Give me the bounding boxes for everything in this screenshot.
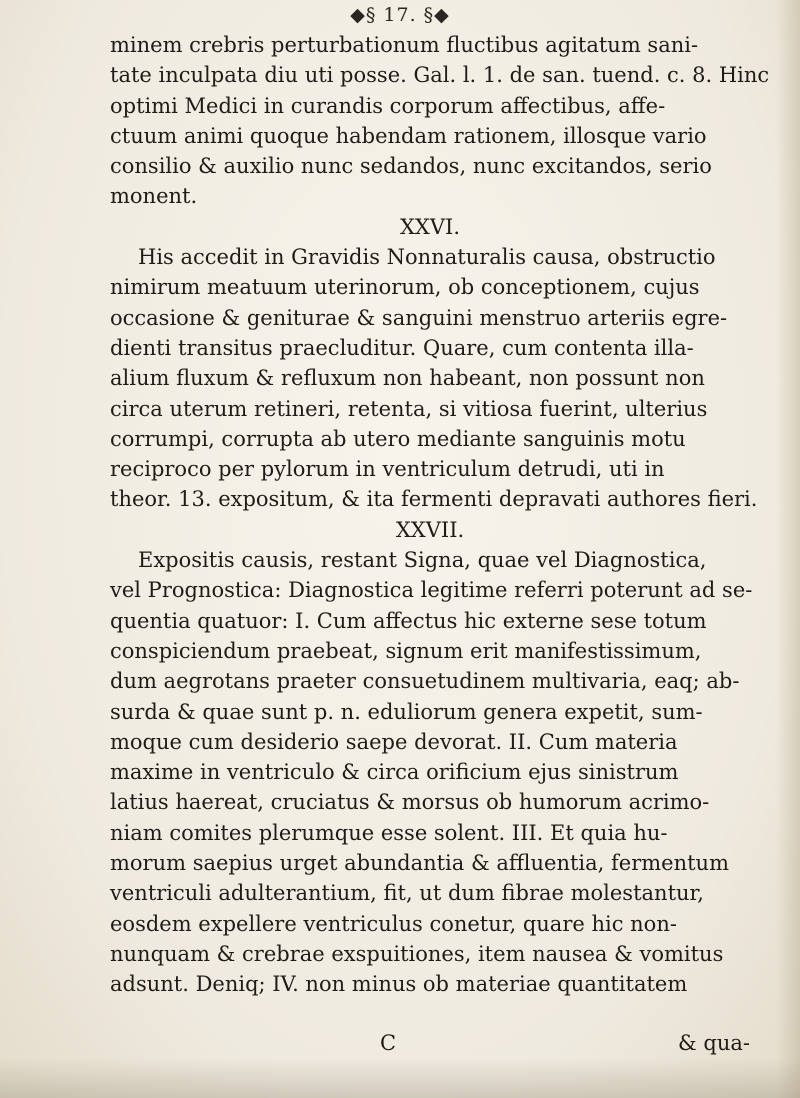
text-line: tate inculpata diu uti posse. Gal. l. 1. de san. tuend. c. 8. Hinc — [110, 63, 770, 88]
page-edge-shadow — [776, 0, 800, 1098]
text-line: theor. 13. expositum, & ita fermenti depravati authores fieri. — [110, 487, 758, 512]
page-header: ◆§ 17. §◆ — [350, 4, 450, 26]
text-line: maxime in ventriculo & circa orificium ejus sinistrum — [110, 760, 679, 785]
text-line: minem crebris perturbationum fluctibus agitatum sani- — [110, 33, 699, 57]
section-number: XXVII. — [395, 517, 465, 542]
text-line: optimi Medici in curandis corporum affectibus, affe- — [110, 93, 666, 118]
text-line: corrumpi, corrupta ab utero mediante sanguinis motu — [110, 426, 686, 451]
text-line: alium fluxum & refluxum non habeant, non possunt non — [110, 366, 705, 391]
text-line: ctuum animi quoque habendam rationem, illosque vario — [110, 123, 707, 148]
text-line: nimirum meatuum uterinorum, ob conceptionem, cujus — [110, 275, 700, 300]
text-line: His accedit in Gravidis Nonnaturalis causa, obstructio — [138, 245, 716, 270]
text-line: Expositis causis, restant Signa, quae vel Diagnostica, — [138, 548, 707, 573]
text-line: monent. — [110, 184, 198, 209]
page-bottom-shadow — [0, 1058, 800, 1098]
signature-mark: C — [380, 1031, 397, 1055]
text-line: nunquam & crebrae exspuitiones, item nausea & vomitus — [110, 941, 724, 966]
text-line: occasione & geniturae & sanguini menstruo arteriis egre- — [110, 305, 728, 330]
text-line: vel Prognostica: Diagnostica legitime referri poterunt ad se- — [110, 578, 753, 603]
text-line: circa uterum retineri, retenta, si vitiosa fuerint, ulterius — [110, 396, 708, 421]
text-line: moque cum desiderio saepe devorat. II. Cum materia — [110, 729, 678, 754]
text-line: morum saepius urget abundantia & affluentia, fermentum — [110, 851, 729, 876]
text-line: conspiciendum praebeat, signum erit manifestissimum, — [110, 638, 702, 663]
text-line: dienti transitus praecluditur. Quare, cum contenta illa- — [110, 335, 694, 360]
catchword: & qua- — [678, 1031, 750, 1055]
text-line: latius haereat, cruciatus & morsus ob humorum acrimo- — [110, 790, 710, 815]
text-line: dum aegrotans praeter consuetudinem multivaria, eaq; ab- — [110, 669, 740, 694]
text-line: consilio & auxilio nunc sedandos, nunc excitandos, serio — [110, 154, 712, 179]
body-text — [110, 30, 770, 1000]
section-number: XXVI. — [399, 214, 461, 239]
text-line: adsunt. Deniq; IV. non minus ob materiae quantitatem — [110, 972, 688, 997]
text-line: ventriculi adulterantium, fit, ut dum fibrae molestantur, — [110, 881, 704, 906]
text-line: quentia quatuor: I. Cum affectus hic externe sese totum — [110, 608, 707, 633]
page-footer — [110, 1031, 750, 1061]
text-line: surda & quae sunt p. n. eduliorum genera expetit, sum- — [110, 699, 703, 724]
text-line: reciproco per pylorum in ventriculum detrudi, uti in — [110, 457, 665, 482]
text-line: niam comites plerumque esse solent. III. Et quia hu- — [110, 820, 668, 845]
text-line: eosdem expellere ventriculus conetur, quare hic non- — [110, 911, 677, 936]
